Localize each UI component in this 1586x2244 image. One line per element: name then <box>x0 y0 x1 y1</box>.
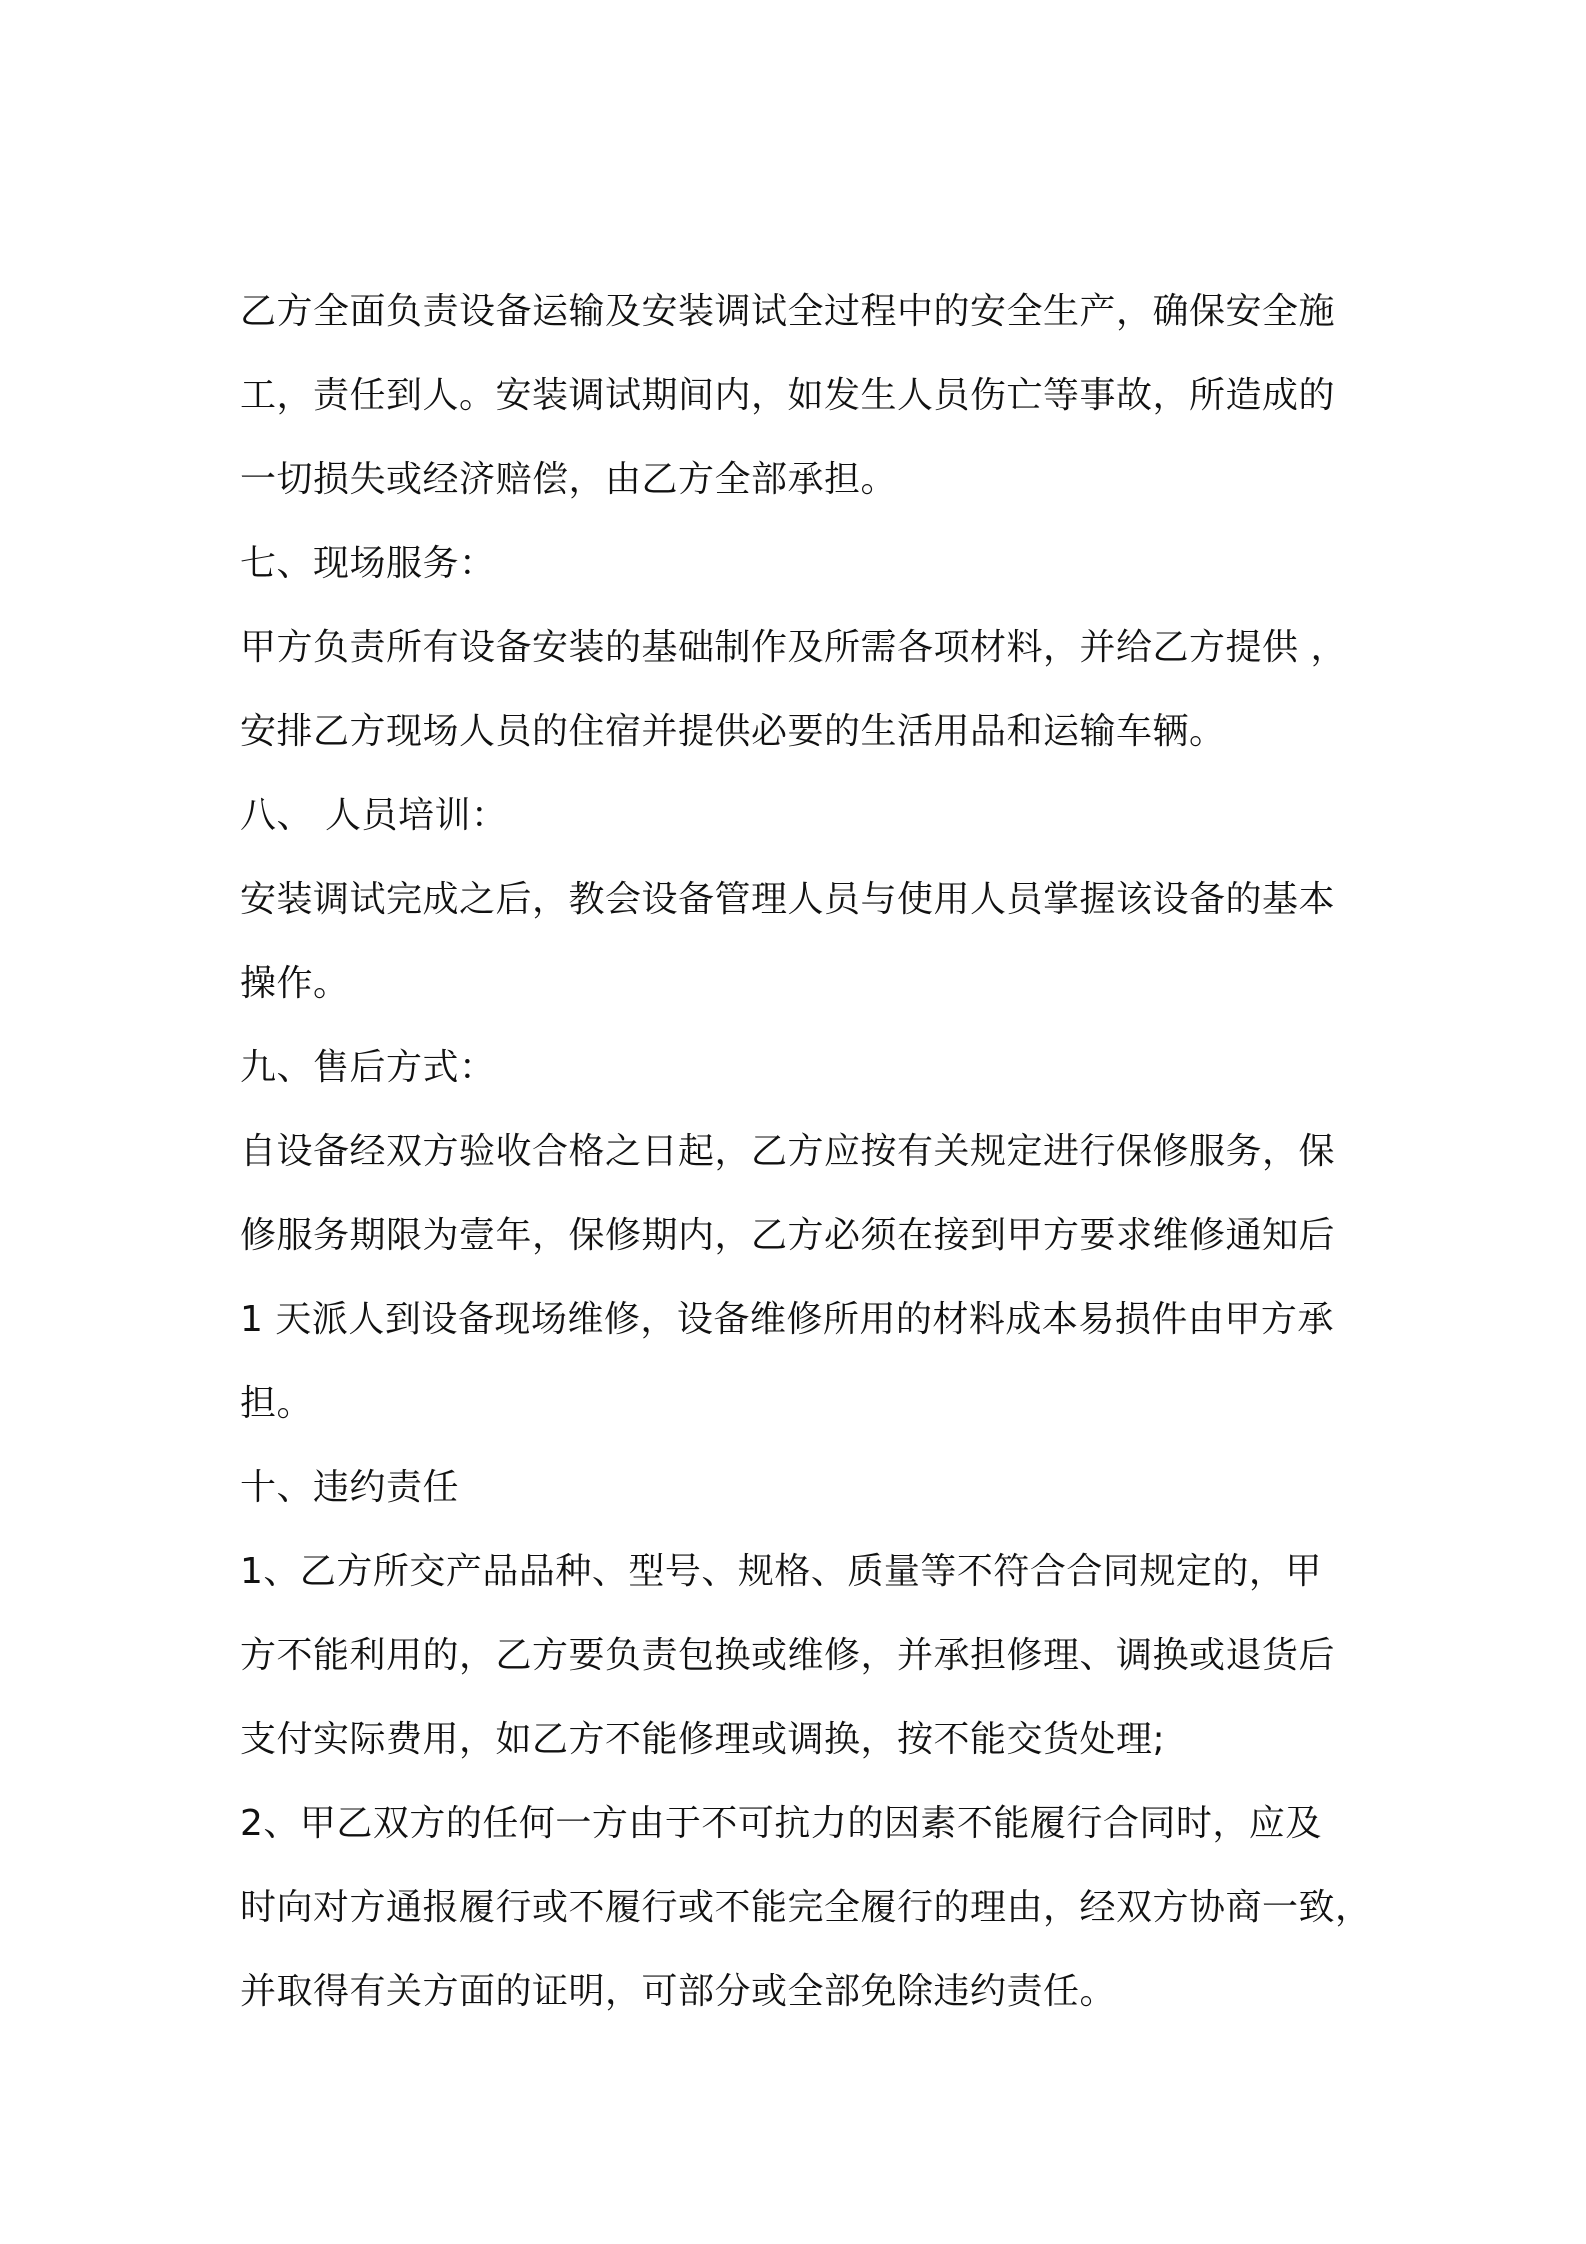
section-heading-9: 九、售后方式： <box>240 1047 496 1088</box>
paragraph-line: 自设备经双方验收合格之日起，乙方应按有关规定进行保修服务，保 <box>240 1131 1336 1172</box>
paragraph-line: 时向对方通报履行或不履行或不能完全履行的理由，经双方协商一致， <box>240 1887 1372 1928</box>
paragraph-line: 工，责任到人。安装调试期间内，如发生人员伤亡等事故，所造成的 <box>240 375 1336 416</box>
paragraph-line: 支付实际费用，如乙方不能修理或调换，按不能交货处理; <box>240 1719 1166 1760</box>
paragraph-line: 操作。 <box>240 963 350 1004</box>
paragraph-line: 1、乙方所交产品品种、型号、规格、质量等不符合合同规定的，甲 <box>240 1551 1322 1592</box>
paragraph-line: 安装调试完成之后，教会设备管理人员与使用人员掌握该设备的基本 <box>240 879 1336 920</box>
paragraph-line: 并取得有关方面的证明，可部分或全部免除违约责任。 <box>240 1971 1117 2012</box>
paragraph-line: 1 天派人到设备现场维修，设备维修所用的材料成本易损件由甲方承 <box>240 1299 1334 1340</box>
paragraph-line: 一切损失或经济赔偿，由乙方全部承担。 <box>240 459 898 500</box>
paragraph-line: 甲方负责所有设备安装的基础制作及所需各项材料，并给乙方提供 ， <box>240 627 1347 668</box>
paragraph-line: 修服务期限为壹年，保修期内，乙方必须在接到甲方要求维修通知后 <box>240 1215 1336 1256</box>
paragraph-line: 安排乙方现场人员的住宿并提供必要的生活用品和运输车辆。 <box>240 711 1226 752</box>
section-heading-7: 七、现场服务： <box>240 543 496 584</box>
paragraph-line: 担。 <box>240 1383 314 1424</box>
paragraph-line: 2、甲乙双方的任何一方由于不可抗力的因素不能履行合同时，应及 <box>240 1803 1322 1844</box>
section-heading-8: 八、 人员培训： <box>240 795 508 836</box>
paragraph-line: 方不能利用的，乙方要负责包换或维修，并承担修理、调换或退货后 <box>240 1635 1336 1676</box>
paragraph-line: 乙方全面负责设备运输及安装调试全过程中的安全生产，确保安全施 <box>240 291 1336 332</box>
section-heading-10: 十、违约责任 <box>240 1467 460 1508</box>
